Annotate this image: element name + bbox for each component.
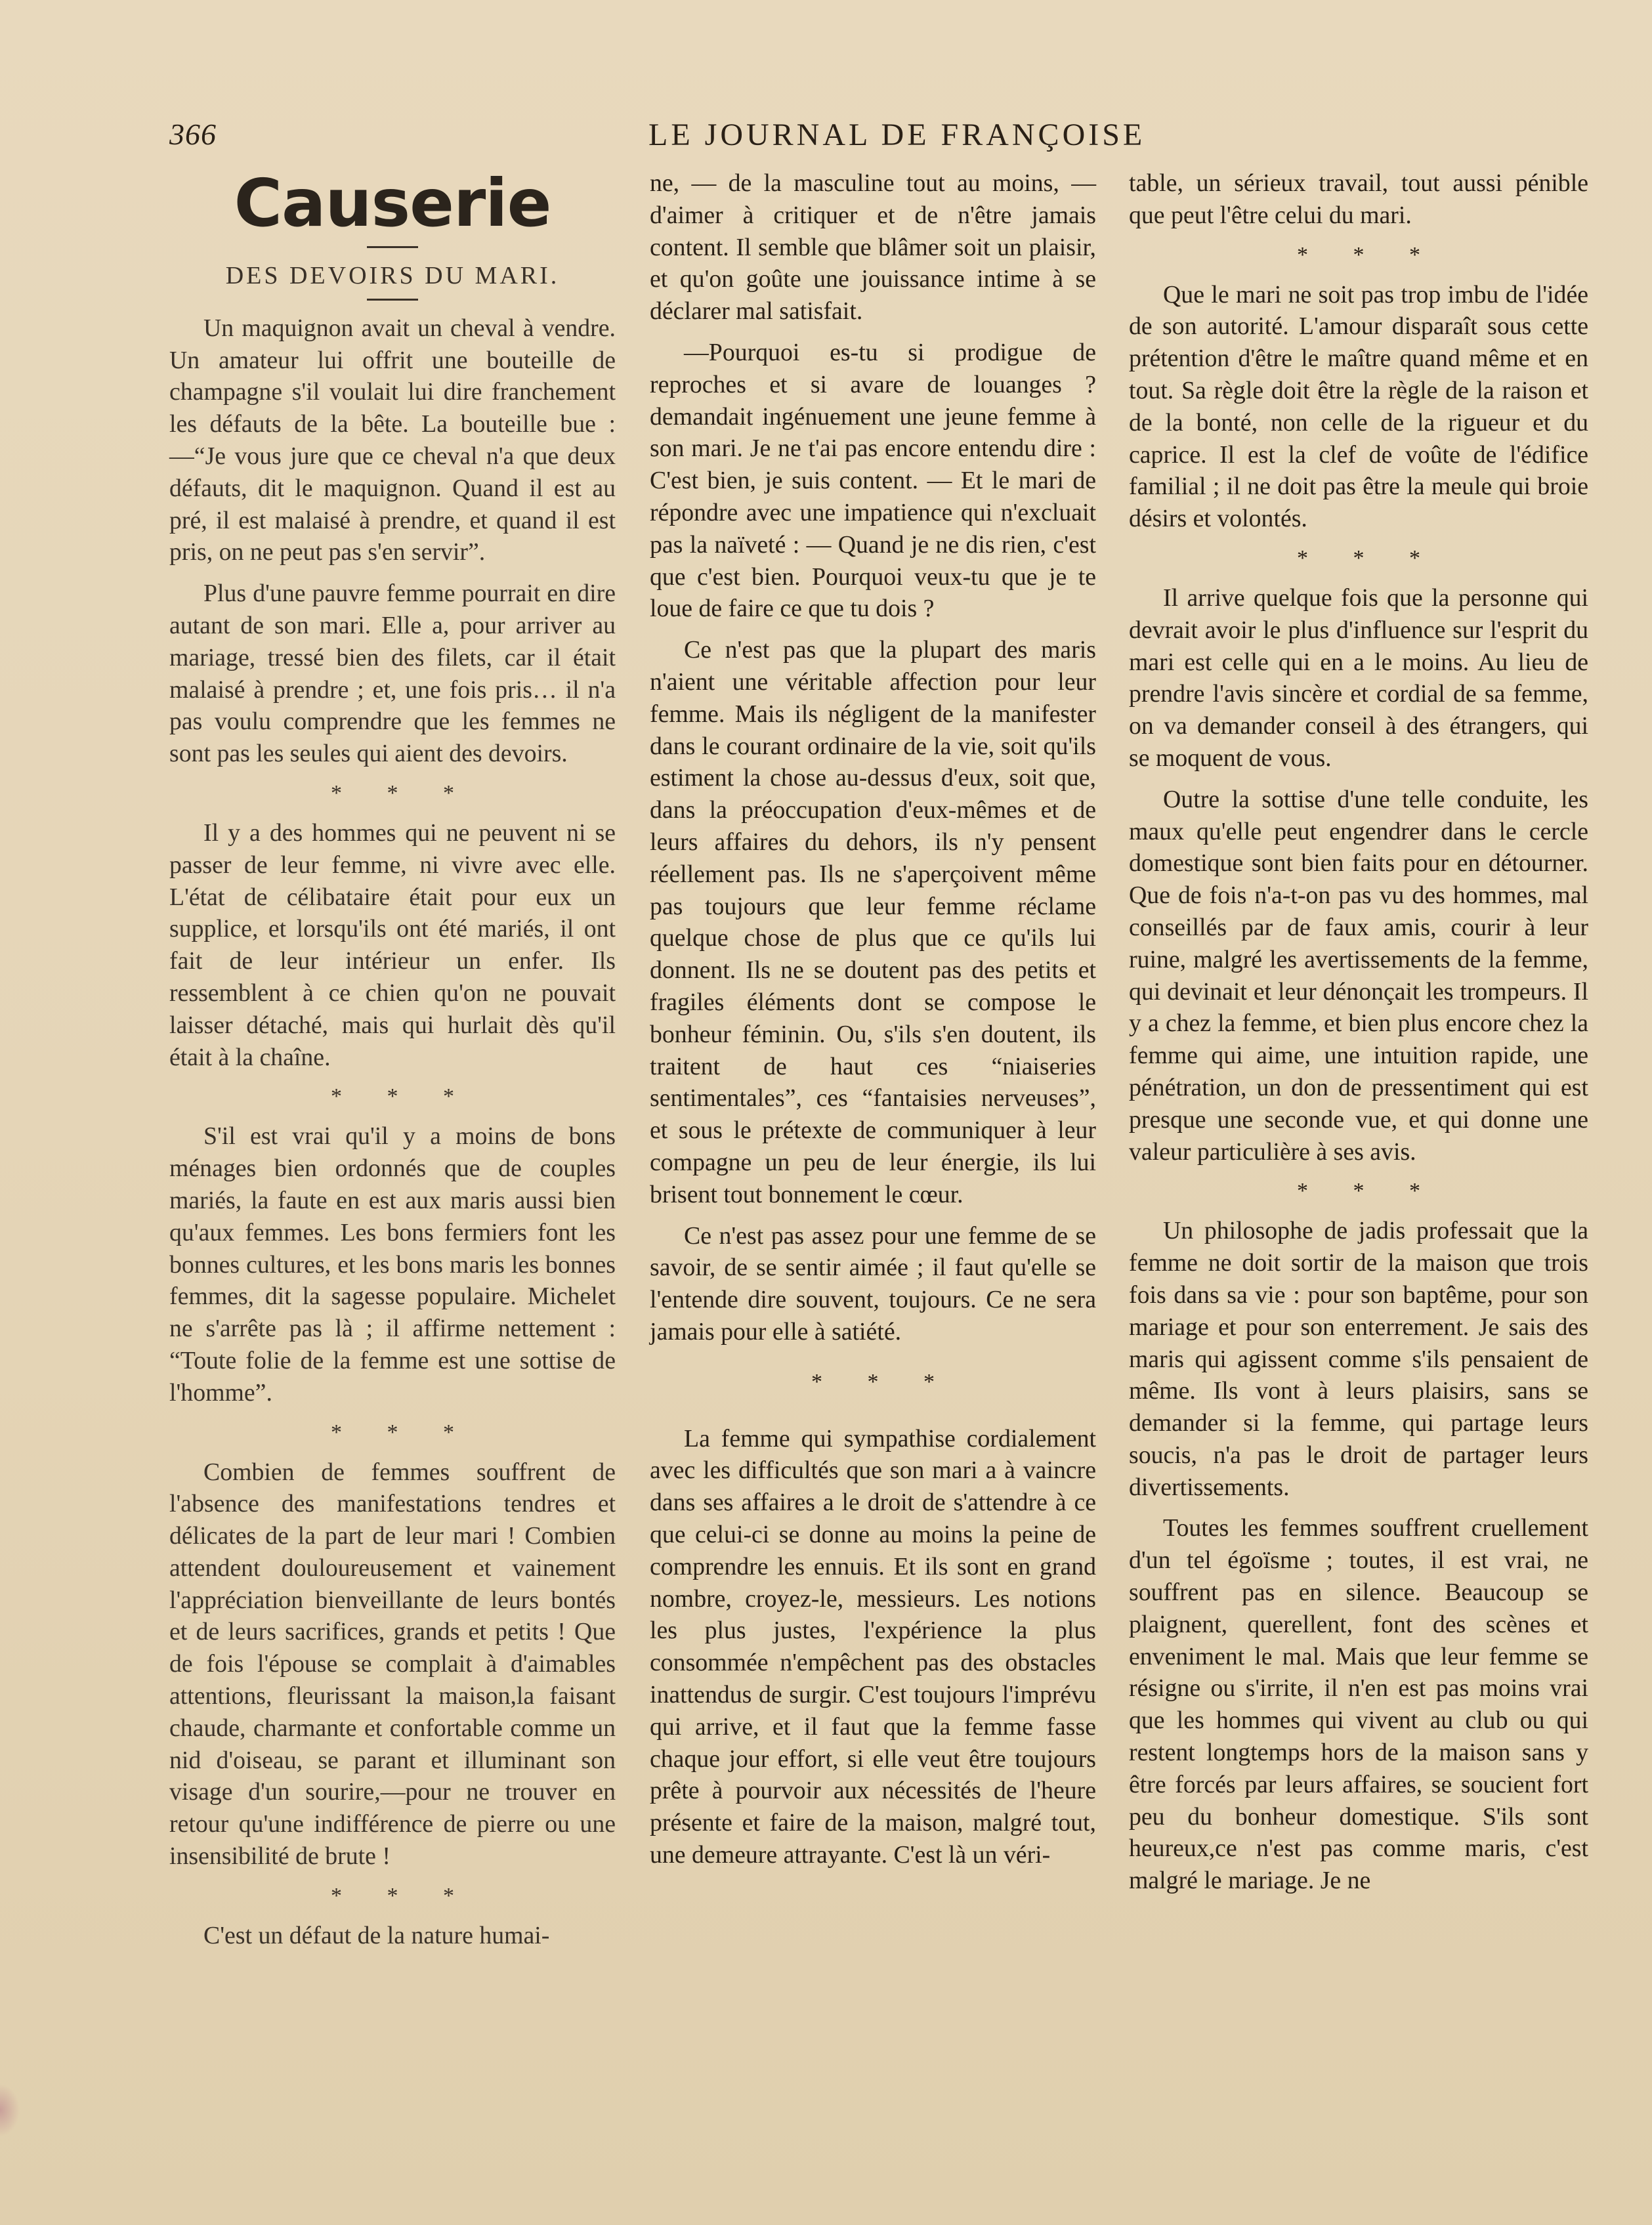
paragraph: Il y a des hommes qui ne peuvent ni se passer de leur femme, ni vivre avec elle. L'état de célibataire était pour eux un supplice, et lorsqu'ils ont été mariés, il ont fait de leur intérieur un enfer. Ils ressemblent à ce chien qu'on ne pouvait laisser détaché, mais qui hurlait dès qu'il était à la chaîne. (169, 818, 616, 1071)
paragraph: C'est un défaut de la nature humai- (203, 1921, 550, 1949)
paragraph: Un philosophe de jadis professait que la femme ne doit sortir de la maison que trois fois dans sa vie : pour son baptême, pour son mariage et pour son enterrement. Je sais des maris qui agissent comme s'ils pensaient de même. Ils vont à leurs plaisirs, sans se demander si la femme, qui partage leurs soucis, n'a pas le droit de partager leurs divertissements. (1129, 1217, 1588, 1501)
paragraph: S'il est vrai qu'il y a moins de bons ménages bien ordonnés que de couples mariés, la faute en est aux maris aussi bien qu'aux femmes. Les bons fermiers font les bonnes cultures, et les bons maris les bonnes femmes, dit la sagesse populaire. Michelet ne s'arrête pas là ; il affirme nettement : “Toute folie de la femme est une sottise de l'homme”. (169, 1122, 616, 1407)
paper-stain (0, 2084, 20, 2136)
paragraph: Ce n'est pas assez pour une femme de se savoir, de se sentir aimée ; il faut qu'elle se l'entende dire souvent, toujours. Ce ne sera jamais pour elle à satiété. (650, 1221, 1096, 1346)
column-2 (650, 167, 1096, 1880)
section-separator: * * * (1297, 1179, 1440, 1204)
page-header (169, 117, 1475, 163)
paragraph: Combien de femmes souffrent de l'absence des manifestations tendres et délicates de la part de leur mari ! Combien attendent douloureusement et vainement l'appréciation bienveillante de leurs bontés et de leurs sacrifices, grands et petits ! Que de fois l'épouse se complait à d'aimables attentions, fleurissant la maison,la faisant chaude, charmante et confortable comme un nid d'oiseau, se parant et illuminant son visage d'un sourire,—pour ne trouver en retour qu'une indifférence de pierre ou une insensibilité de brute ! (169, 1458, 616, 1871)
page-number: 366 (169, 117, 217, 151)
paragraph: Outre la sottise d'une telle conduite, les maux qu'elle peut engendrer dans le cercle domestique sont bien faits pour en détourner. Que de fois n'a-t-on pas vu des hommes, mal conseillés par de faux amis, courir à leur ruine, malgré les avertissements de la femme, qui devinait et leur dénonçait les trompeurs. Il y a chez la femme, et bien plus encore chez la femme qui aime, une intuition rapide, une pénétration, un don de pressentiment qui est presque une seconde vue, et qui donne une valeur particulière à ses avis. (1129, 785, 1588, 1166)
paragraph: Que le mari ne soit pas trop imbu de l'idée de son autorité. L'amour disparaît sous cette prétention d'être le maître quand même et en tout. Sa règle doit être la règle de la raison et de la bonté, non celle de la rigueur et du caprice. Il est la clef de voûte de l'édifice familial ; il ne doit pas être la meule qui broie désirs et volontés. (1129, 280, 1588, 533)
paragraph: table, un sérieux travail, tout aussi pénible que peut l'être celui du mari. (1129, 169, 1588, 229)
paragraph: La femme qui sympathise cordialement avec les difficultés que son mari a à vaincre dans ses affaires a le droit de s'attendre à ce que celui-ci se donne au moins la peine de comprendre les ennuis. Et ils sont en grand nombre, croyez-le, messieurs. Les notions les plus justes, l'expérience la plus consommée n'empêchent pas des obstacles inattendus de surgir. C'est toujours l'imprévu qui arrive, et il faut que la femme fasse chaque jour effort, si elle veut être toujours prête à pourvoir aux nécessités de l'heure présente et faire de la maison, malgré tout, une demeure attrayante. C'est là un véri- (650, 1424, 1096, 1869)
section-separator: * * * (811, 1369, 954, 1394)
column-1 (169, 167, 616, 1961)
journal-title: LE JOURNAL DE FRANÇOISE (648, 117, 1146, 152)
section-separator: * * * (331, 1883, 474, 1908)
paragraph: Il arrive quelque fois que la personne qui devrait avoir le plus d'influence sur l'esprit du mari est celle qui en a le moins. Au lieu de prendre l'avis sincère et cordial de sa femme, on va demander conseil à des étrangers, qui se moquent de vous. (1129, 583, 1588, 772)
paragraph: Ce n'est pas que la plupart des maris n'aient une véritable affection pour leur femme. Mais ils négligent de la manifester dans le courant ordinaire de la vie, soit qu'ils estiment la chose au-dessus d'eux, soit que, dans la préoccupation d'eux-mêmes et de leurs affaires du dehors, ils n'y pensent réellement pas. Ils ne s'aperçoivent même pas toujours que leur femme réclame quelque chose de plus que ce qu'ils lui donnent. Ils ne se doutent pas des petits et fragiles éléments dont se compose le bonheur féminin. Ou, s'ils s'en doutent, ils traitent de haut ces “niaiseries sentimentales”, ces “fantaisies nerveuses”, et sous le prétexte de communiquer à leur compagne un peu de leur énergie, ils lui brisent tout bonnement le cœur. (650, 636, 1096, 1208)
title-rule (367, 246, 418, 248)
subtitle-rule (367, 299, 418, 301)
section-separator: * * * (1297, 242, 1440, 267)
paragraph: Toutes les femmes souffrent cruellement d'un tel égoïsme ; toutes, il est vrai, ne souffrent pas en silence. Beaucoup se plaignent, querellent, font des scènes et enveniment le mal. Mais que leur femme se résigne ou s'irrite, il n'en est pas moins vrai que les hommes qui vivent au club ou qui restent longtemps hors de la maison sans y être forcés par leurs affaires, se soucient fort peu du bonheur domestique. S'ils sont heureux,ce n'est pas comme maris, c'est malgré le mariage. Je ne (1129, 1514, 1588, 1895)
article-title: Causerie (234, 165, 551, 242)
paragraph: Plus d'une pauvre femme pourrait en dire autant de son mari. Elle a, pour arriver au mariage, tressé bien des filets, car il était malaisé à prendre ; et, une fois pris… il n'a pas voulu comprendre que les femmes ne sont pas les seules qui aient des devoirs. (169, 580, 616, 768)
section-separator: * * * (331, 1420, 474, 1445)
section-separator: * * * (1297, 545, 1440, 570)
column-3 (1129, 167, 1588, 1906)
section-separator: * * * (331, 1084, 474, 1109)
paragraph: ne, — de la masculine tout au moins, — d'aimer à critiquer et de n'être jamais content. Il semble que blâmer soit un plaisir, et qu'on goûte une jouissance intime à se déclarer mal satisfait. (650, 169, 1096, 326)
paragraph: —Pourquoi es-tu si prodigue de reproches et si avare de louanges ? demandait ingénuement une jeune femme à son mari. Je ne t'ai pas encore entendu dire : C'est bien, je suis content. — Et le mari de répondre avec une impatience qui n'excluait pas la naïveté : — Quand je ne dis rien, c'est que c'est bien. Pourquoi veux-tu que je te loue de faire ce que tu dois ? (650, 338, 1096, 623)
section-separator: * * * (331, 780, 474, 805)
article-subtitle: DES DEVOIRS DU MARI. (225, 262, 560, 289)
paragraph: Un maquignon avait un cheval à vendre. Un amateur lui offrit une bouteille de champagne s'il voulait lui dire franchement les défauts de la bête. La bouteille bue :—“Je vous jure que ce cheval n'a que deux défauts, dit le maquignon. Quand il est au pré, il est malaisé à prendre, et quand il est pris, on ne peut pas s'en servir”. (169, 314, 616, 566)
